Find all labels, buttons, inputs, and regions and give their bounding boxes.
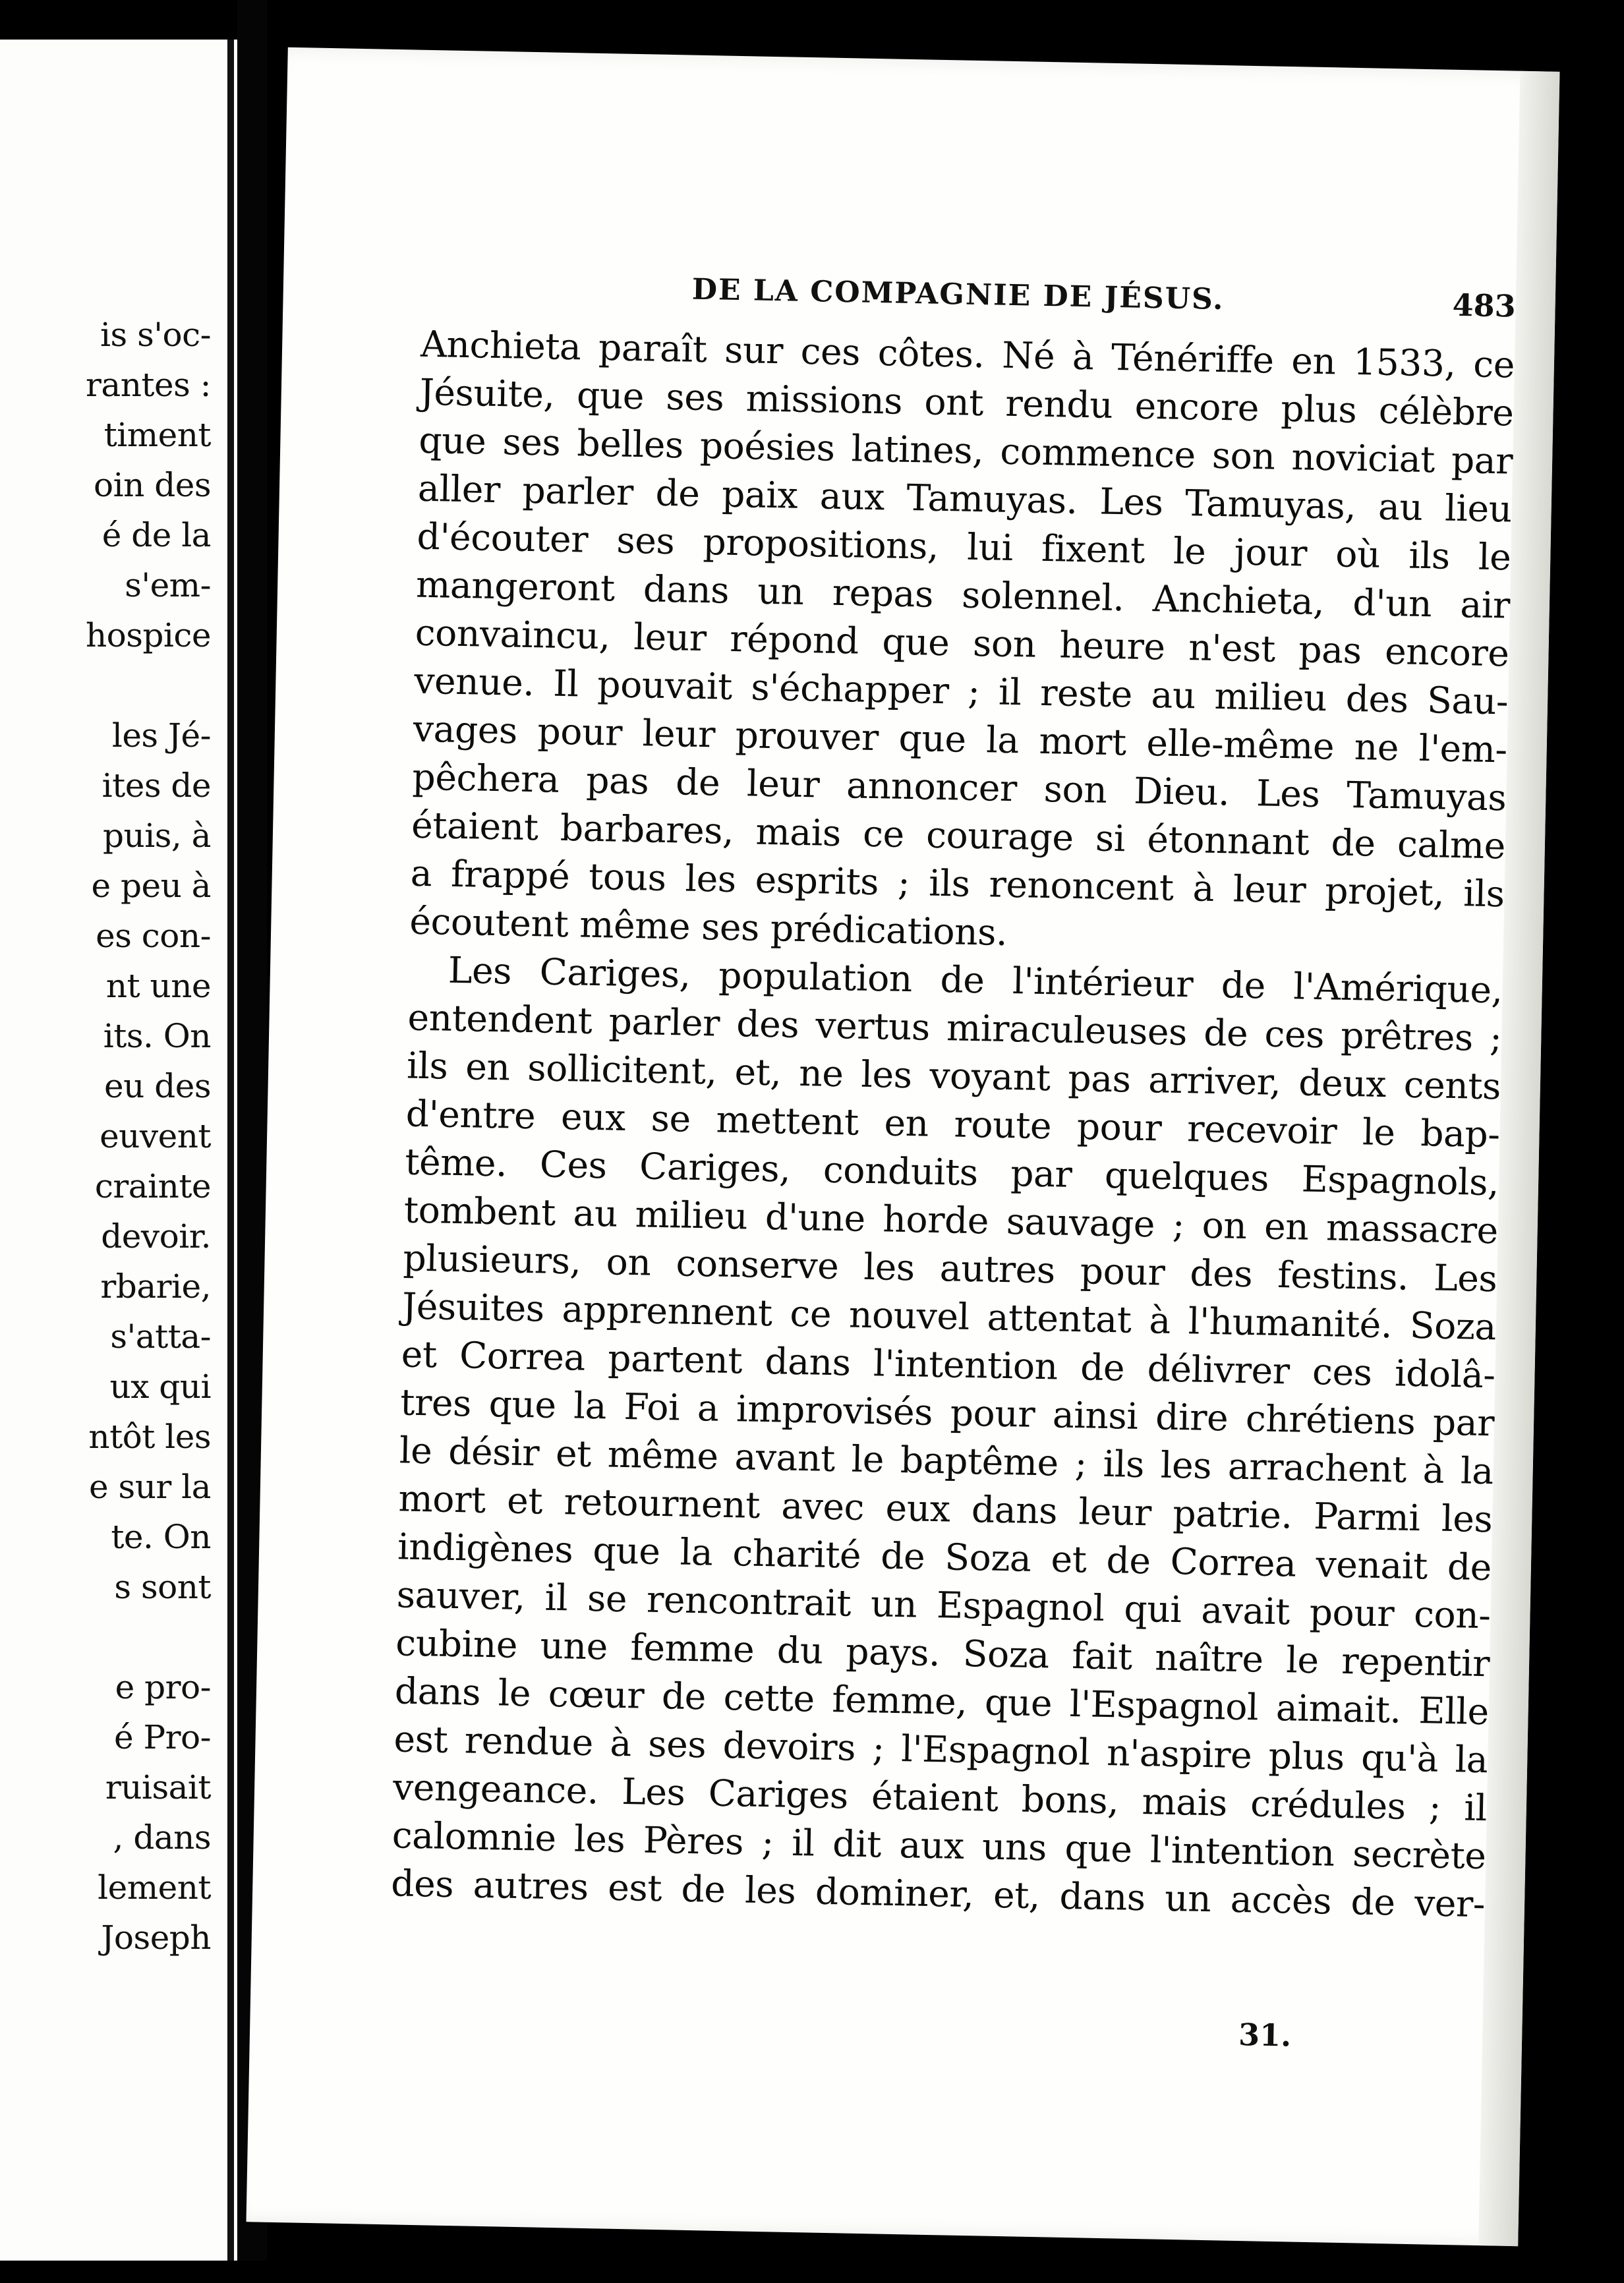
text-line: Jésuites apprennent ce nouvel attentat à l'humanité. Soza: [401, 1285, 1497, 1348]
text-line: Anchieta paraît sur ces côtes. Né à Ténériffe en 1533, ce: [420, 322, 1515, 386]
text-line: sauver, il se rencontrait un Espagnol qui avait pour con-: [396, 1573, 1492, 1637]
facing-page-line: es con-: [96, 917, 211, 955]
text-line: cubine une femme du pays. Soza fait naître le repentir: [395, 1621, 1490, 1685]
page-number: 483: [1452, 287, 1517, 324]
text-line: entendent parler des vertus miraculeuses de ces prêtres ;: [407, 996, 1502, 1060]
facing-page-line: é de la: [102, 516, 211, 554]
text-line: calomnie les Pères ; il dit aux uns que l'intention secrète: [392, 1814, 1487, 1878]
text-line: le désir et même avant le baptême ; ils les arrachent à la: [399, 1429, 1494, 1493]
facing-page-line: s'atta-: [110, 1317, 211, 1356]
body-text: [391, 320, 1515, 1928]
text-line: d'entre eux se mettent en route pour recevoir le bap-: [405, 1092, 1501, 1156]
text-line: d'écouter ses propositions, lui fixent le jour où ils le: [417, 515, 1511, 579]
facing-page-left: [0, 40, 237, 2261]
text-line: dans le cœur de cette femme, que l'Espagnol aimait. Elle: [394, 1669, 1490, 1733]
text-line: tombent au milieu d'une horde sauvage ; on en massacre: [403, 1188, 1499, 1252]
facing-page-line: crainte: [94, 1167, 211, 1205]
text-line: que ses belles poésies latines, commence son noviciat par: [418, 419, 1513, 482]
text-line: étaient barbares, mais ce courage si étonnant de calme: [411, 803, 1506, 867]
facing-page-line: e pro-: [115, 1668, 211, 1706]
facing-page-line: é Pro-: [113, 1718, 211, 1756]
signature-mark: 31.: [1238, 2017, 1292, 2054]
text-line: vages pour leur prouver que la mort elle-même ne l'em-: [413, 707, 1508, 771]
facing-page-line: puis, à: [103, 817, 211, 855]
facing-page-line: nt une: [105, 967, 211, 1005]
facing-page-line: s'em-: [125, 566, 211, 604]
text-line: tême. Ces Cariges, conduits par quelques Espagnols,: [404, 1140, 1499, 1204]
text-line: mangeront dans un repas solennel. Anchieta, d'un air: [415, 563, 1511, 627]
text-line: ils en sollicitent, et, ne les voyant pas arriver, deux cents: [406, 1044, 1501, 1108]
facing-page-line: [86, 660, 211, 710]
facing-page-line: ntôt les: [88, 1418, 211, 1456]
text-line: des autres est de les dominer, et, dans un accès de ver-: [390, 1862, 1486, 1926]
facing-page-line: timent: [103, 416, 211, 454]
facing-page-line: , dans: [113, 1818, 211, 1857]
facing-page-line: ux qui: [109, 1368, 211, 1406]
facing-page-line: te. On: [111, 1518, 211, 1556]
scan-border: [0, 2261, 1624, 2283]
facing-page-edge: [227, 40, 234, 2261]
running-head: DE LA COMPAGNIE DE JÉSUS.: [691, 272, 1225, 317]
facing-page-line: ruisait: [105, 1768, 211, 1806]
facing-page-line: hospice: [85, 616, 211, 654]
text-line: pêchera pas de leur annoncer son Dieu. Les Tamuyas: [412, 755, 1507, 819]
facing-page-line: e peu à: [91, 867, 211, 905]
facing-page-line: e sur la: [89, 1468, 211, 1506]
text-line: aller parler de paix aux Tamuyas. Les Tamuyas, au lieu: [417, 467, 1513, 531]
facing-page-line: Joseph: [101, 1919, 211, 1957]
facing-page-line: rantes :: [86, 366, 211, 404]
text-line: est rendue à ses devoirs ; l'Espagnol n'aspire plus qu'à la: [393, 1718, 1488, 1781]
facing-page-line: s sont: [114, 1568, 211, 1606]
text-line: écoutent même ses prédications.: [409, 900, 1008, 954]
text-line: vengeance. Les Cariges étaient bons, mais crédules ; il: [392, 1766, 1488, 1830]
facing-page-line: its. On: [103, 1017, 211, 1055]
facing-page-text-fragments: [86, 310, 211, 1963]
facing-page-line: devoir.: [101, 1217, 211, 1256]
facing-page-line: rbarie,: [100, 1267, 211, 1306]
facing-page-line: oin des: [94, 466, 211, 504]
facing-page-line: lement: [98, 1868, 211, 1907]
text-line: venue. Il pouvait s'échapper ; il reste au milieu des Sau-: [413, 659, 1509, 723]
facing-page-line: is s'oc-: [100, 316, 211, 354]
text-line: plusieurs, on conserve les autres pour des festins. Les: [403, 1236, 1497, 1300]
facing-page-line: eu des: [104, 1067, 211, 1105]
text-line: indigènes que la charité de Soza et de Correa venait de: [397, 1525, 1492, 1589]
book-page: [246, 47, 1560, 2246]
text-line: Les Cariges, population de l'intérieur de l'Amérique,: [448, 948, 1503, 1012]
facing-page-line: ites de: [102, 766, 211, 805]
text-line: Jésuite, que ses missions ont rendu encore plus célèbre: [419, 370, 1515, 434]
facing-page-line: euvent: [100, 1117, 211, 1155]
text-line: et Correa partent dans l'intention de délivrer ces idolâ-: [401, 1333, 1496, 1397]
text-line: convaincu, leur répond que son heure n'est pas encore: [415, 611, 1510, 675]
facing-page-line: [86, 1612, 211, 1662]
facing-page-line: les Jé-: [111, 716, 211, 755]
text-line: mort et retournent avec eux dans leur patrie. Parmi les: [398, 1477, 1493, 1541]
text-line: a frappé tous les esprits ; ils renoncent à leur projet, ils: [410, 852, 1505, 915]
text-line: tres que la Foi a improvisés pour ainsi dire chrétiens par: [399, 1381, 1495, 1445]
